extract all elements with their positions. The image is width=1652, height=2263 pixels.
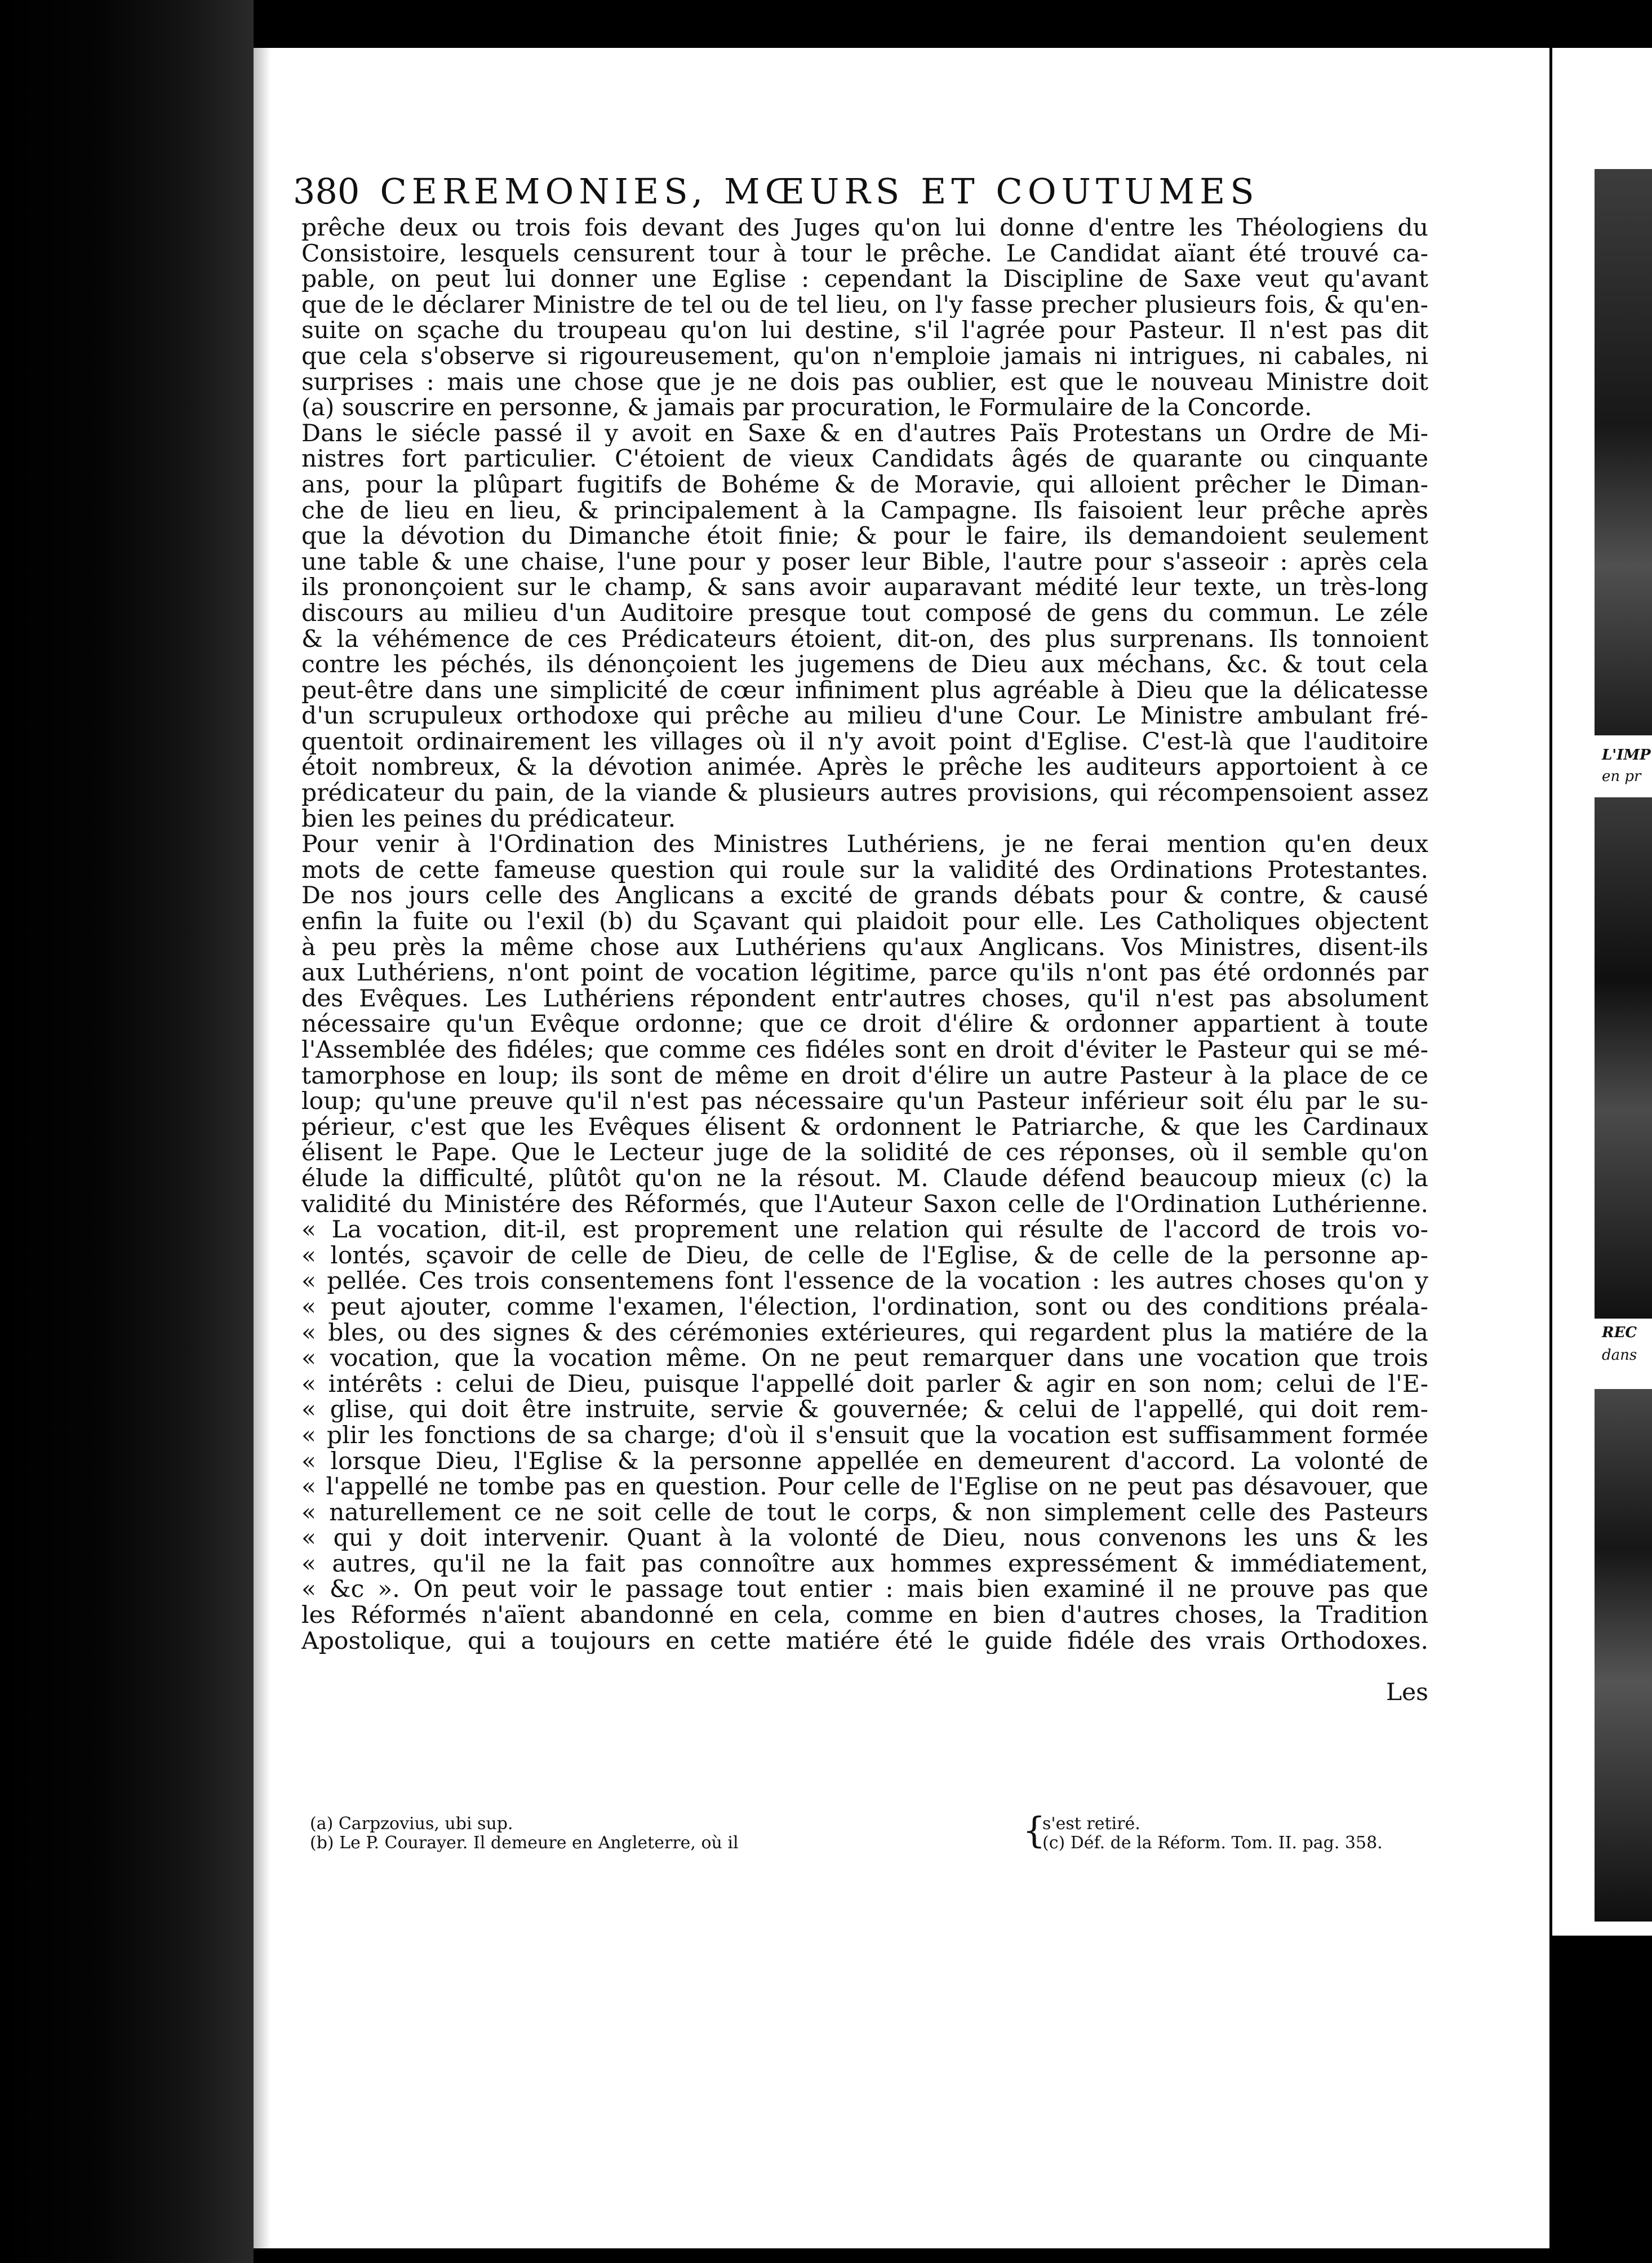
text-line: che de lieu en lieu, & principalement à la Campagne. Ils faisoient leur prêche après: [301, 498, 1428, 524]
text-line: « pellée. Ces trois consentemens font l'essence de la vocation : les autres choses qu'on y: [301, 1268, 1428, 1294]
body-text: [301, 215, 1428, 1705]
footnote-a: (a) Carpzovius, ubi sup.: [310, 1814, 513, 1834]
text-line: des Evêques. Les Luthériens répondent entr'autres choses, qu'il n'est pas absolument: [301, 986, 1428, 1012]
text-line: à peu près la même chose aux Luthériens qu'aux Anglicans. Vos Ministres, disent-ils: [301, 934, 1428, 961]
text-line: nistres fort particulier. C'étoient de vieux Candidats âgés de quarante ou cinquante: [301, 446, 1428, 472]
text-line: prêche deux ou trois fois devant des Juges qu'on lui donne d'entre les Théologiens du: [301, 215, 1428, 241]
catchword: Les: [1385, 1679, 1428, 1706]
footnote-brace: {: [1023, 1810, 1046, 1852]
text-line: « &c ». On peut voir le passage tout entier : mais bien examiné il ne prouve pas que: [301, 1577, 1428, 1603]
text-line: quentoit ordinairement les villages où il n'y avoit point d'Eglise. C'est-là que l'auditoire: [301, 729, 1428, 755]
text-line: prédicateur du pain, de la viande & plusieurs autres provisions, qui récompensoient assez: [301, 780, 1428, 806]
text-line: les Réformés n'aïent abandonné en cela, comme en bien d'autres choses, la Tradition: [301, 1603, 1428, 1629]
text-line: « autres, qu'il ne la fait pas connoître aux hommes expressément & immédiatement,: [301, 1551, 1428, 1577]
text-line: discours au milieu d'un Auditoire presque tout composé de gens du commun. Le zéle: [301, 600, 1428, 627]
text-line: une table & une chaise, l'une pour y poser leur Bible, l'autre pour s'asseoir : après cela: [301, 549, 1428, 575]
text-line: « plir les fonctions de sa charge; d'où il s'ensuit que la vocation est suffisamment formée: [301, 1422, 1428, 1449]
text-line: aux Luthériens, n'ont point de vocation légitime, parce qu'ils n'ont pas été ordonnés par: [301, 960, 1428, 986]
text-line: nécessaire qu'un Evêque ordonne; que ce droit d'élire & ordonner appartient à toute: [301, 1011, 1428, 1037]
text-line: périeur, c'est que les Evêques élisent & ordonnent le Patriarche, & que les Cardinaux: [301, 1114, 1428, 1141]
text-line: étoit nombreux, & la dévotion animée. Après le prêche les auditeurs apportoient à ce: [301, 755, 1428, 781]
text-line: bien les peines du prédicateur.: [301, 806, 676, 832]
plate-caption: en pr: [1602, 768, 1641, 785]
text-line: pable, on peut lui donner une Eglise : cependant la Discipline de Saxe veut qu'avant: [301, 267, 1428, 292]
text-line: tamorphose en loup; ils sont de même en droit d'élire un autre Pasteur à la place de ce: [301, 1063, 1428, 1089]
text-line: d'un scrupuleux orthodoxe qui prêche au milieu d'une Cour. Le Ministre ambulant fré-: [301, 703, 1428, 729]
text-line: « naturellement ce ne soit celle de tout le corps, & non simplement celle des Pasteurs: [301, 1499, 1428, 1526]
text-line: peut-être dans une simplicité de cœur infiniment plus agréable à Dieu que la délicatesse: [301, 677, 1428, 704]
footnote-b: (b) Le P. Courayer. Il demeure en Angleterre, où il: [310, 1833, 739, 1853]
text-line: suite on sçache du troupeau qu'on lui destine, s'il l'agrée pour Pasteur. Il n'est pas dit: [301, 318, 1428, 344]
text-line: « qui y doit intervenir. Quant à la volonté de Dieu, nous convenons les uns & les: [301, 1525, 1428, 1551]
text-line: surprises : mais une chose que je ne dois pas oublier, est que le nouveau Ministre doit: [301, 369, 1428, 396]
text-line: Apostolique, qui a toujours en cette matiére été le guide fidéle des vrais Orthodoxes.: [301, 1628, 1428, 1654]
footnotes-right-column: [1042, 1814, 1437, 1853]
page-number: 380: [293, 171, 360, 212]
page-gutter-shadow: [254, 48, 270, 2248]
text-line: « peut ajouter, comme l'examen, l'élection, l'ordination, sont ou des conditions préala-: [301, 1294, 1428, 1320]
plate-caption: REC: [1602, 1324, 1637, 1341]
running-head: [293, 172, 1409, 211]
text-line: élude la difficulté, plûtôt qu'on ne la résout. M. Claude défend beaucoup mieux (c) la: [301, 1165, 1428, 1192]
text-line: [301, 1654, 1428, 1680]
book-spine: [0, 0, 254, 2263]
text-line: « lontés, sçavoir de celle de Dieu, de celle de l'Eglise, & de celle de la personne ap-: [301, 1243, 1428, 1269]
text-line: ils prononçoient sur le champ, & sans avoir auparavant médité leur texte, un très-long: [301, 575, 1428, 601]
footnote-b-continuation: s'est retiré.: [1042, 1814, 1140, 1834]
text-line: contre les péchés, ils dénonçoient les jugemens de Dieu aux méchans, &c. & tout cela: [301, 652, 1428, 678]
engraving-plate: [1595, 797, 1652, 1319]
text-line: l'Assemblée des fidéles; que comme ces fidéles sont en droit d'éviter le Pasteur qui se mé-: [301, 1037, 1428, 1063]
running-title: CEREMONIES, MŒURS ET COUTUMES: [380, 171, 1259, 212]
footnotes-left-column: [310, 1814, 1014, 1853]
engraving-plate: [1595, 169, 1652, 735]
text-line: & la véhémence de ces Prédicateurs étoient, dit-on, des plus surprenans. Ils tonnoient: [301, 626, 1428, 653]
text-line: élisent le Pape. Que le Lecteur juge de la solidité de ces réponses, où il semble qu'on: [301, 1140, 1428, 1166]
text-line: « l'appellé ne tombe pas en question. Pour celle de l'Eglise on ne peut pas désavouer, que: [301, 1474, 1428, 1500]
text-line: que la dévotion du Dimanche étoit finie; & pour le faire, ils demandoient seulement: [301, 523, 1428, 549]
text-line: Consistoire, lesquels censurent tour à tour le prêche. Le Candidat aïant été trouvé ca-: [301, 241, 1428, 267]
text-line: « lorsque Dieu, l'Eglise & la personne appellée en demeurent d'accord. La volonté de: [301, 1448, 1428, 1475]
text-line: « bles, ou des signes & des cérémonies extérieures, qui regardent plus la matiére de la: [301, 1320, 1428, 1346]
footnote-c: (c) Déf. de la Réform. Tom. II. pag. 358.: [1042, 1833, 1383, 1853]
text-line: mots de cette fameuse question qui roule sur la validité des Ordinations Protestantes.: [301, 857, 1428, 884]
plate-caption: dans: [1602, 1347, 1637, 1364]
engraving-plate: [1595, 1389, 1652, 1922]
text-line: « vocation, que la vocation même. On ne peut remarquer dans une vocation que trois: [301, 1346, 1428, 1372]
text-line: « intérêts : celui de Dieu, puisque l'appellé doit parler & agir en son nom; celui de l'E-: [301, 1371, 1428, 1397]
text-line: Dans le siécle passé il y avoit en Saxe & en d'autres Païs Protestans un Ordre de Mi-: [301, 420, 1428, 447]
plate-caption: L'IMP: [1602, 747, 1651, 764]
text-line: Pour venir à l'Ordination des Ministres Luthériens, je ne ferai mention qu'en deux: [301, 832, 1428, 858]
text-line: ans, pour la plûpart fugitifs de Bohéme & de Moravie, qui alloient prêcher le Diman-: [301, 472, 1428, 498]
text-line: « glise, qui doit être instruite, servie & gouvernée; & celui de l'appellé, qui doit rem-: [301, 1397, 1428, 1423]
text-line: De nos jours celle des Anglicans a excité de grands débats pour & contre, & causé: [301, 883, 1428, 909]
text-line: que cela s'observe si rigoureusement, qu'on n'emploie jamais ni intrigues, ni cabales, ni: [301, 343, 1428, 370]
text-line: loup; qu'une preuve qu'il n'est pas nécessaire qu'un Pasteur inférieur soit élu par le su-: [301, 1089, 1428, 1115]
text-line: « La vocation, dit-il, est proprement une relation qui résulte de l'accord de trois vo-: [301, 1217, 1428, 1243]
text-line: (a) souscrire en personne, & jamais par procuration, le Formulaire de la Concorde.: [301, 395, 1312, 421]
text-line: enfin la fuite ou l'exil (b) du Sçavant qui plaidoit pour elle. Les Catholiques objectent: [301, 909, 1428, 935]
text-line: validité du Ministére des Réformés, que l'Auteur Saxon celle de l'Ordination Luthérienne.: [301, 1191, 1428, 1218]
adjacent-page: [1552, 48, 1652, 1936]
text-line: que de le déclarer Ministre de tel ou de tel lieu, on l'y fasse precher plusieurs fois, & qu'en-: [301, 292, 1428, 318]
